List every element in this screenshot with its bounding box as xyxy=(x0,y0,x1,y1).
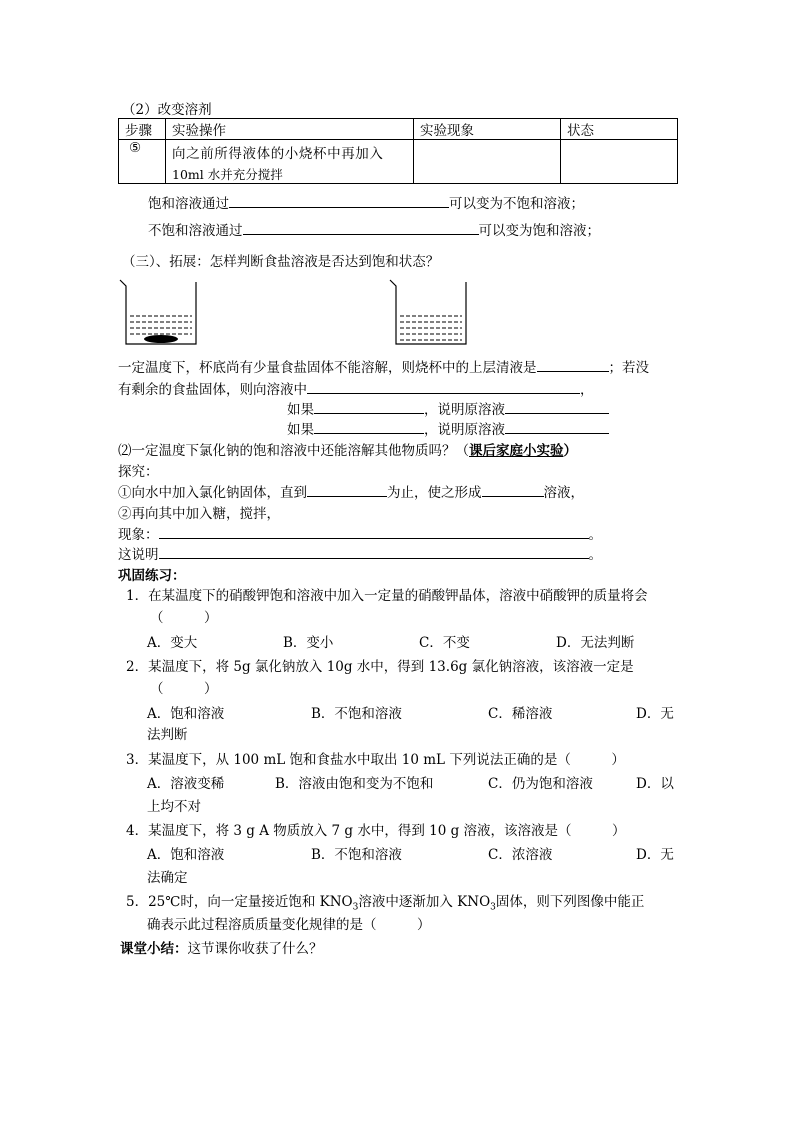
explore-label: 探究： xyxy=(118,464,159,480)
blank[interactable] xyxy=(314,401,424,414)
header-state: 状态 xyxy=(561,119,678,140)
blank[interactable] xyxy=(537,359,609,372)
blank[interactable] xyxy=(314,421,424,434)
blank[interactable] xyxy=(505,401,609,414)
q3-option-d[interactable]: D．以 xyxy=(636,776,674,792)
cell-state[interactable] xyxy=(561,140,678,184)
beaker-with-solid-icon xyxy=(118,278,200,348)
fill-line-2: 不饱和溶液通过 可以变为饱和溶液； xyxy=(148,223,600,239)
header-phenomenon: 实验现象 xyxy=(414,119,561,140)
q2-option-b[interactable]: B．不饱和溶液 xyxy=(311,706,402,722)
blank[interactable] xyxy=(243,222,479,235)
question-5-wrap: 确表示此过程溶质质量变化规律的是（ ） xyxy=(147,917,431,933)
q4-option-d[interactable]: D．无 xyxy=(636,847,674,863)
cell-operation: 向之前所得液体的小烧杯中再加入 10ml 水并充分搅拌 xyxy=(166,140,414,184)
q3-option-a[interactable]: A．溶液变稀 xyxy=(147,776,225,792)
blank[interactable] xyxy=(505,421,609,434)
q3-option-c[interactable]: C．仍为饱和溶液 xyxy=(488,776,593,792)
section-3-title: （三）、拓展：怎样判断食盐溶液是否达到饱和状态？ xyxy=(122,254,440,270)
blank[interactable] xyxy=(159,526,589,539)
blank[interactable] xyxy=(159,546,589,559)
q3-option-b[interactable]: B．溶液由饱和变为不饱和 xyxy=(275,776,434,792)
q1-option-a[interactable]: A．变大 xyxy=(147,635,198,651)
q1-option-b[interactable]: B．变小 xyxy=(283,635,334,651)
observation-line: 现象： 。 xyxy=(118,527,602,543)
q4-option-d-wrap: 法确定 xyxy=(147,870,188,886)
practice-title: 巩固练习： xyxy=(118,568,186,584)
question-4: 4．某温度下，将 3 g A 物质放入 7 g 水中，得到 10 g 溶液，该溶液是（ ） xyxy=(126,823,626,839)
section-2-title: （2）改变溶剂 xyxy=(122,102,212,118)
question-2-paren: （ ） xyxy=(150,681,218,697)
q2-option-c[interactable]: C．稀溶液 xyxy=(488,706,553,722)
q4-option-c[interactable]: C．浓溶液 xyxy=(488,847,553,863)
q3-option-d-wrap: 上均不对 xyxy=(147,799,201,815)
summary: 课堂小结：这节课你收获了什么？ xyxy=(120,941,323,957)
question-2: 2．某温度下，将 5g 氯化钠放入 10g 水中，得到 13.6g 氯化钠溶液，该溶液一定是 xyxy=(126,659,634,675)
q2-option-d-wrap: 法判断 xyxy=(147,727,188,743)
q4-option-b[interactable]: B．不饱和溶液 xyxy=(311,847,402,863)
cell-step: ⑤ xyxy=(119,140,166,184)
q1-option-d[interactable]: D．无法判断 xyxy=(556,635,635,651)
q2-option-a[interactable]: A．饱和溶液 xyxy=(147,706,225,722)
header-step: 步骤 xyxy=(119,119,166,140)
question-1: 1．在某温度下的硝酸钾饱和溶液中加入一定量的硝酸钾晶体，溶液中硝酸钾的质量将会 xyxy=(126,588,648,604)
question-2-heading: ⑵一定温度下氯化钠的饱和溶液中还能溶解其他物质吗？（课后家庭小实验） xyxy=(118,443,577,459)
fill-line-1: 饱和溶液通过 可以变为不饱和溶液； xyxy=(148,196,584,212)
q1-option-c[interactable]: C．不变 xyxy=(419,635,470,651)
paragraph-1-line-2: 有剩余的食盐固体，则向溶液中 ， xyxy=(118,382,594,398)
if-line-1: 如果 ，说明原溶液 xyxy=(287,398,609,418)
explore-step-2: ②再向其中加入糖，搅拌， xyxy=(118,506,280,522)
header-operation: 实验操作 xyxy=(166,119,414,140)
q4-option-a[interactable]: A．饱和溶液 xyxy=(147,847,225,863)
paragraph-1-line-1: 一定温度下，杯底尚有少量食盐固体不能溶解，则烧杯中的上层清液是 ；若没 xyxy=(118,360,649,376)
beaker-icon xyxy=(388,278,470,348)
q2-option-d[interactable]: D．无 xyxy=(636,706,674,722)
blank[interactable] xyxy=(307,381,580,394)
if-line-2: 如果 ，说明原溶液 xyxy=(287,418,609,438)
blank[interactable] xyxy=(307,484,387,497)
question-3: 3．某温度下，从 100 mL 饱和食盐水中取出 10 mL 下列说法正确的是（ ） xyxy=(126,752,625,768)
blank[interactable] xyxy=(229,195,449,208)
experiment-table xyxy=(118,118,678,184)
question-1-paren: （ ） xyxy=(150,610,218,626)
conclusion-line: 这说明 。 xyxy=(118,547,602,563)
cell-phenomenon[interactable] xyxy=(414,140,561,184)
blank[interactable] xyxy=(482,484,544,497)
explore-step-1: ①向水中加入氯化钠固体，直到 为止，使之形成 溶液， xyxy=(118,485,584,501)
question-5: 5．25℃时，向一定量接近饱和 $KNO_3$溶液中逐渐加入 $KNO_3$固体，则下列图像中能正 xyxy=(126,894,645,913)
